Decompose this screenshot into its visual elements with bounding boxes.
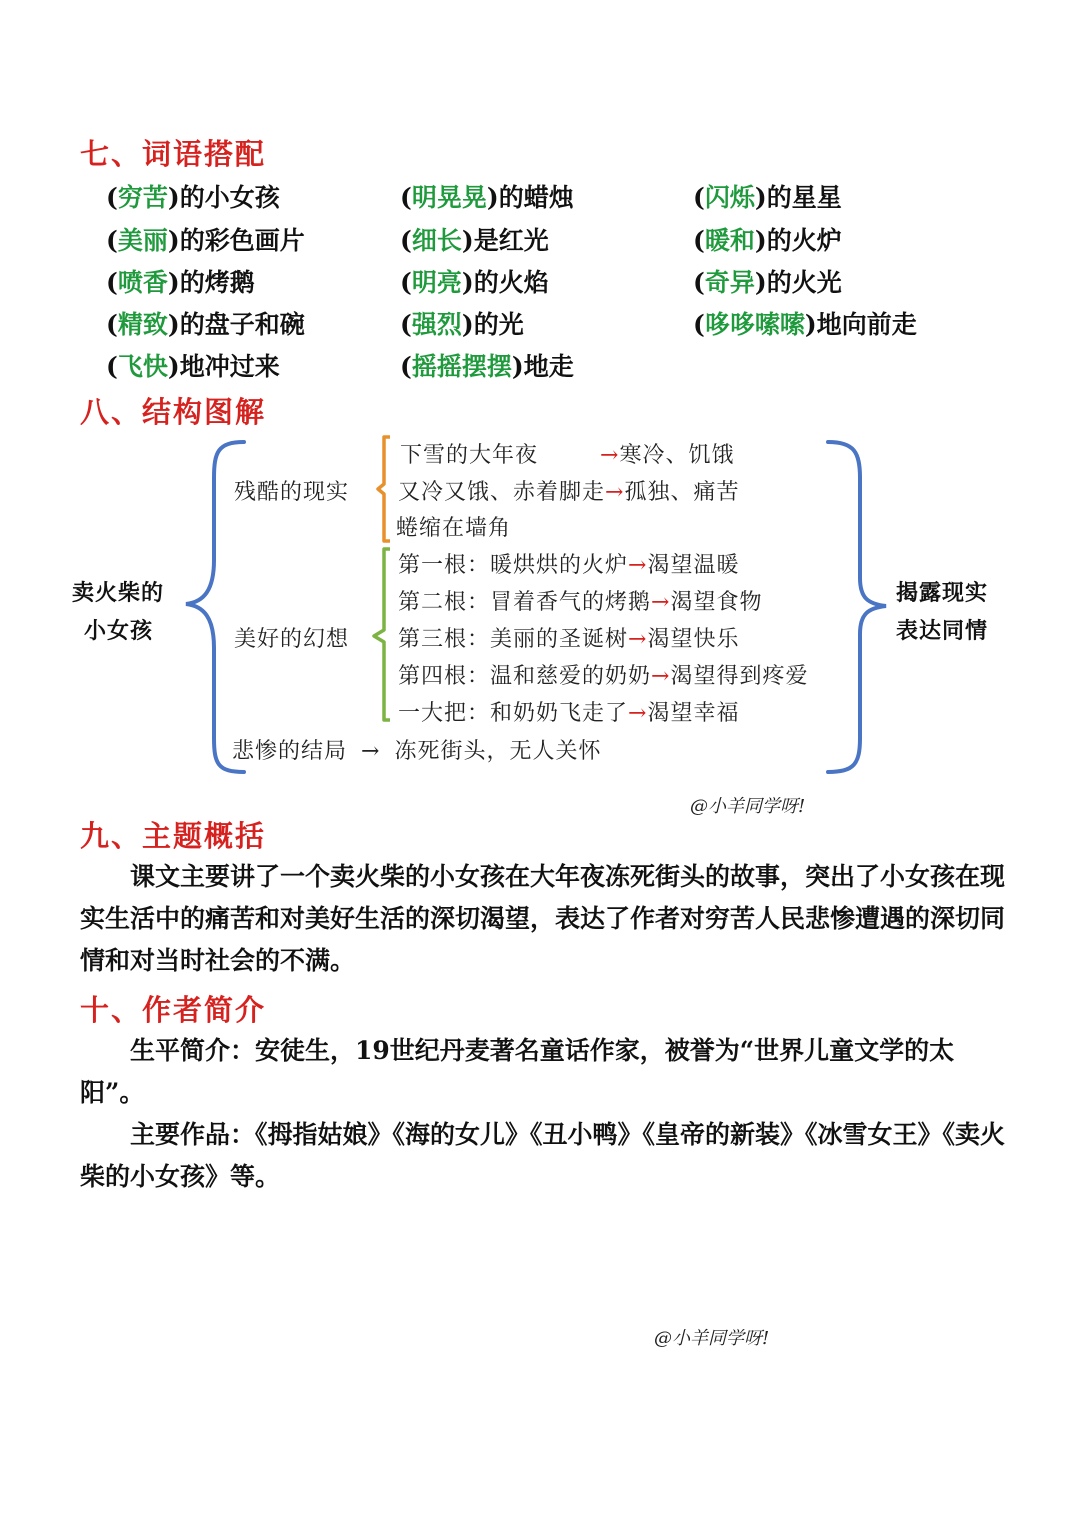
root-label-line1: 卖火柴的 <box>72 580 165 606</box>
fantasy-result: 渴望快乐 <box>647 627 740 652</box>
pair-word: 摇摇摆摆 <box>411 352 512 381</box>
reality-text: 蜷缩在墙角 <box>396 516 512 541</box>
paren: ) <box>754 268 767 297</box>
paren: ( <box>693 310 705 339</box>
pair-rest: 的火焰 <box>473 268 549 297</box>
section-7-title: 七、词语搭配 <box>80 137 267 171</box>
paren: ) <box>511 352 524 381</box>
pair-rest: 的蜡烛 <box>498 183 574 212</box>
pair-rest: 是红光 <box>473 226 549 255</box>
pair-word: 飞快 <box>117 352 168 381</box>
paren: ( <box>106 352 118 381</box>
paren: ( <box>400 268 412 297</box>
right-blue-brace <box>828 442 886 772</box>
paren: ( <box>693 183 705 212</box>
ending-line <box>232 734 601 765</box>
paren: ( <box>693 268 705 297</box>
fantasy-result: 渴望食物 <box>670 590 763 615</box>
fantasy-text: 第四根：温和慈爱的奶奶 <box>398 664 652 689</box>
pair-rest: 地走 <box>523 352 574 381</box>
pair-word: 强烈 <box>411 310 462 339</box>
paren: ) <box>461 226 474 255</box>
section-8-title: 八、结构图解 <box>80 395 267 429</box>
paren: ) <box>461 268 474 297</box>
paren: ( <box>400 352 412 381</box>
author-paragraph <box>80 1030 1010 1198</box>
reality-line <box>398 475 739 506</box>
arrow-icon: → <box>651 664 671 689</box>
branch-label-fantasy: 美好的幻想 <box>234 627 350 652</box>
pair-word: 细长 <box>411 226 462 255</box>
root-label-line2: 小女孩 <box>84 618 154 644</box>
pair-rest: 的光 <box>473 310 524 339</box>
paren: ) <box>461 310 474 339</box>
footer-watermark: @小羊同学呀! <box>654 1328 770 1349</box>
pair-word: 明晃晃 <box>411 183 487 212</box>
reality-result: 孤独、痛苦 <box>624 480 740 505</box>
arrow-icon: → <box>605 480 625 505</box>
paren: ( <box>106 268 118 297</box>
paren: ( <box>400 310 412 339</box>
fantasy-text: 第三根：美丽的圣诞树 <box>398 627 629 652</box>
paren: ) <box>167 226 180 255</box>
pair-word: 暖和 <box>704 226 755 255</box>
fantasy-line <box>398 696 739 727</box>
pair-rest: 的火炉 <box>766 226 842 255</box>
paren: ) <box>754 226 767 255</box>
arrow-icon: → <box>628 701 648 726</box>
paren: ) <box>486 183 499 212</box>
fantasy-result: 渴望幸福 <box>647 701 740 726</box>
theme-text: 课文主要讲了一个卖火柴的小女孩在大年夜冻死街头的故事，突出了小女孩在现实生活中的痛苦和对美好生活的深切渴望，表达了作者对穷苦人民悲惨遭遇的深切同情和对当时社会的不满。 <box>80 862 1006 975</box>
paren: ) <box>167 183 180 212</box>
reality-text: 下雪的大年夜 <box>400 443 539 468</box>
paren: ) <box>167 352 180 381</box>
fantasy-text: 第一根：暖烘烘的火炉 <box>398 553 629 578</box>
arrow-icon: → <box>628 627 648 652</box>
fantasy-line <box>398 622 739 653</box>
pair-word: 喷香 <box>117 268 168 297</box>
fantasy-line <box>398 659 808 690</box>
pair-rest: 的盘子和碗 <box>179 310 305 339</box>
pair-rest: 的彩色画片 <box>179 226 305 255</box>
section-9-title: 九、主题概括 <box>80 819 267 853</box>
section-10-title: 十、作者简介 <box>80 993 267 1027</box>
paren: ) <box>804 310 817 339</box>
pair-rest: 的火光 <box>766 268 842 297</box>
paren: ( <box>106 183 118 212</box>
pair-rest: 地向前走 <box>816 310 917 339</box>
pair-word: 美丽 <box>117 226 168 255</box>
branch-label-ending: 悲惨的结局 <box>232 739 348 764</box>
author-works: 主要作品：《拇指姑娘》《海的女儿》《丑小鸭》《皇帝的新装》《冰雪女王》《卖火柴的小女孩》等。 <box>80 1120 1006 1191</box>
pair-rest: 地冲过来 <box>179 352 280 381</box>
pair-word: 精致 <box>117 310 168 339</box>
pair-word: 哆哆嗦嗦 <box>704 310 805 339</box>
fantasy-line <box>398 585 762 616</box>
reality-text: 又冷又饿、赤着脚走 <box>398 480 606 505</box>
pair-rest: 的烤鹅 <box>179 268 255 297</box>
green-bracket <box>374 549 390 720</box>
fantasy-text: 一大把：和奶奶飞走了 <box>398 701 629 726</box>
paren: ) <box>167 310 180 339</box>
pair-rest: 的星星 <box>766 183 842 212</box>
fantasy-result: 渴望温暖 <box>647 553 740 578</box>
conclusion-line1: 揭露现实 <box>896 580 989 606</box>
paren: ( <box>106 226 118 255</box>
conclusion-line2: 表达同情 <box>896 618 989 644</box>
paren: ( <box>400 183 412 212</box>
pair-word: 穷苦 <box>117 183 168 212</box>
author-bio: 生平简介：安徒生，19世纪丹麦著名童话作家，被誉为“世界儿童文学的太阳”。 <box>80 1036 955 1107</box>
watermark: @小羊同学呀! <box>690 796 806 817</box>
pair-word: 明亮 <box>411 268 462 297</box>
paren: ( <box>693 226 705 255</box>
paren: ) <box>754 183 767 212</box>
paren: ( <box>400 226 412 255</box>
reality-result: 寒冷、饥饿 <box>619 443 735 468</box>
fantasy-line <box>398 548 739 579</box>
pair-word: 闪烁 <box>704 183 755 212</box>
reality-line <box>396 511 511 542</box>
arrow-icon: → <box>651 590 671 615</box>
theme-paragraph <box>80 856 1010 982</box>
arrow-icon: → <box>628 553 648 578</box>
orange-bracket <box>378 437 390 541</box>
pair-word: 奇异 <box>704 268 755 297</box>
paren: ) <box>167 268 180 297</box>
reality-line <box>400 438 734 469</box>
pair-rest: 的小女孩 <box>179 183 280 212</box>
arrow-icon: → <box>361 739 381 764</box>
ending-text: 冻死街头，无人关怀 <box>394 739 602 764</box>
branch-label-reality: 残酷的现实 <box>234 480 350 505</box>
fantasy-result: 渴望得到疼爱 <box>670 664 809 689</box>
paren: ( <box>106 310 118 339</box>
arrow-icon: → <box>600 443 620 468</box>
fantasy-text: 第二根：冒着香气的烤鹅 <box>398 590 652 615</box>
